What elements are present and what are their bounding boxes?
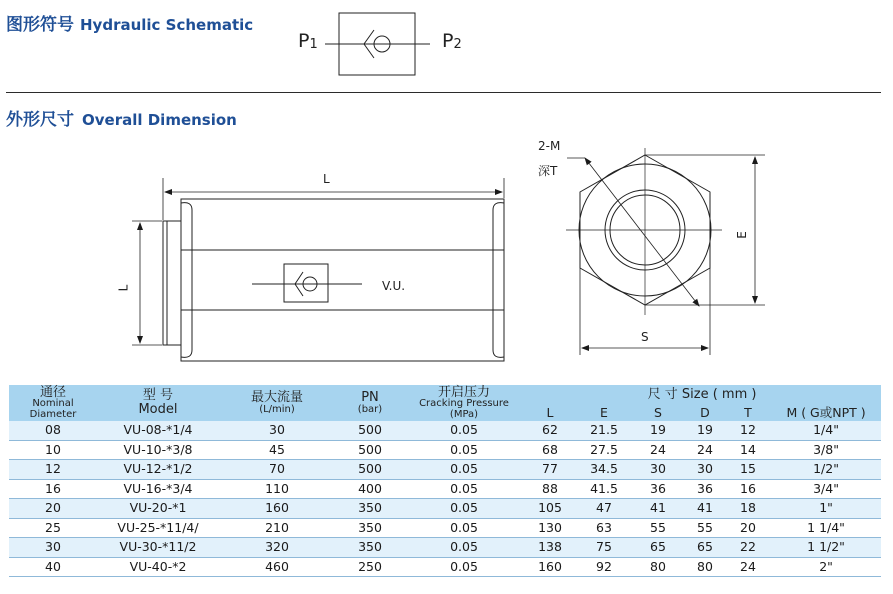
schematic-heading-zh: 图形符号 <box>6 15 74 35</box>
cell-model: VU-40-*2 <box>97 557 219 577</box>
table-row <box>9 499 881 519</box>
side-view <box>132 178 504 361</box>
cell-m: 2" <box>771 557 881 577</box>
cell-pn: 350 <box>335 518 405 538</box>
cell-pn: 350 <box>335 538 405 558</box>
cell-m: 1 1/4" <box>771 518 881 538</box>
cell-crack: 0.05 <box>405 479 523 499</box>
header-D: D <box>685 405 725 421</box>
cell-e: 75 <box>577 538 631 558</box>
cell-nominal: 30 <box>9 538 97 558</box>
dimension-heading-zh: 外形尺寸 <box>6 110 74 130</box>
cell-t: 20 <box>725 518 771 538</box>
port-p1-sub: 1 <box>309 37 318 52</box>
end-view <box>566 148 765 355</box>
cell-e: 47 <box>577 499 631 519</box>
cell-e: 92 <box>577 557 631 577</box>
schematic-symbol <box>325 13 430 75</box>
header-flow <box>219 385 335 421</box>
table-row <box>9 479 881 499</box>
header-model-zh: 型 号 <box>142 388 174 404</box>
cell-crack: 0.05 <box>405 440 523 460</box>
cell-e: 21.5 <box>577 421 631 440</box>
header-crack <box>405 385 523 421</box>
valve-label: V.U. <box>382 279 406 293</box>
header-nominal <box>9 385 97 421</box>
port-p2-sub: 2 <box>453 37 462 52</box>
cell-model: VU-16-*3/4 <box>97 479 219 499</box>
height-dim-label: L <box>116 284 131 292</box>
cell-s: 55 <box>631 518 685 538</box>
cell-crack: 0.05 <box>405 421 523 440</box>
valve-body <box>181 199 504 361</box>
cell-t: 14 <box>725 440 771 460</box>
cell-t: 12 <box>725 421 771 440</box>
header-T: T <box>725 405 771 421</box>
cell-s: 24 <box>631 440 685 460</box>
header-size-group: 尺 寸 Size ( mm ) <box>523 385 881 405</box>
table-row <box>9 518 881 538</box>
cell-d: 24 <box>685 440 725 460</box>
cell-nominal: 08 <box>9 421 97 440</box>
header-flow-unit: (L/min) <box>259 403 295 415</box>
cell-l: 138 <box>523 538 577 558</box>
cell-t: 18 <box>725 499 771 519</box>
header-model <box>97 385 219 421</box>
cell-pn: 500 <box>335 421 405 440</box>
port-p1-letter: P <box>298 30 310 52</box>
cell-d: 55 <box>685 518 725 538</box>
header-L: L <box>523 405 577 421</box>
cell-pn: 400 <box>335 479 405 499</box>
cell-model: VU-12-*1/2 <box>97 460 219 480</box>
cell-crack: 0.05 <box>405 460 523 480</box>
table-row <box>9 440 881 460</box>
thread-label: 2-M <box>538 139 561 153</box>
cell-e: 34.5 <box>577 460 631 480</box>
schematic-heading-en: Hydraulic Schematic <box>80 16 254 34</box>
cell-flow: 110 <box>219 479 335 499</box>
cell-nominal: 10 <box>9 440 97 460</box>
spec-table-body <box>9 421 881 577</box>
cell-l: 62 <box>523 421 577 440</box>
cell-l: 88 <box>523 479 577 499</box>
cell-t: 24 <box>725 557 771 577</box>
port-p2-letter: P <box>442 30 454 52</box>
cell-t: 16 <box>725 479 771 499</box>
depth-label: 深T <box>538 164 558 178</box>
cell-s: 19 <box>631 421 685 440</box>
header-nominal-zh: 通径 <box>39 384 66 400</box>
cell-flow: 70 <box>219 460 335 480</box>
cell-e: 63 <box>577 518 631 538</box>
cell-flow: 30 <box>219 421 335 440</box>
header-model-en: Model <box>138 402 178 417</box>
cell-m: 1 1/2" <box>771 538 881 558</box>
cell-s: 80 <box>631 557 685 577</box>
corner-dim-label: E <box>734 231 749 239</box>
cell-d: 36 <box>685 479 725 499</box>
cell-crack: 0.05 <box>405 557 523 577</box>
cell-flow: 45 <box>219 440 335 460</box>
cell-s: 41 <box>631 499 685 519</box>
header-E: E <box>577 405 631 421</box>
cell-d: 30 <box>685 460 725 480</box>
cell-nominal: 12 <box>9 460 97 480</box>
cell-m: 1/4" <box>771 421 881 440</box>
header-pn-label: PN <box>361 389 379 405</box>
cell-model: VU-20-*1 <box>97 499 219 519</box>
body-end-bevel <box>181 203 192 358</box>
cell-nominal: 25 <box>9 518 97 538</box>
cell-m: 1" <box>771 499 881 519</box>
cell-s: 65 <box>631 538 685 558</box>
header-crack-unit: (MPa) <box>449 408 479 420</box>
cell-flow: 320 <box>219 538 335 558</box>
cell-m: 3/8" <box>771 440 881 460</box>
cell-nominal: 16 <box>9 479 97 499</box>
cell-m: 1/2" <box>771 460 881 480</box>
header-pn-unit: (bar) <box>357 403 383 415</box>
cell-pn: 500 <box>335 460 405 480</box>
cell-l: 130 <box>523 518 577 538</box>
cell-m: 3/4" <box>771 479 881 499</box>
cell-flow: 210 <box>219 518 335 538</box>
port-p1-label <box>298 30 318 52</box>
cell-flow: 460 <box>219 557 335 577</box>
header-nominal-en1: Nominal <box>32 398 74 410</box>
cell-s: 30 <box>631 460 685 480</box>
cell-pn: 250 <box>335 557 405 577</box>
cell-flow: 160 <box>219 499 335 519</box>
dimension-heading-en: Overall Dimension <box>82 111 237 129</box>
cell-d: 65 <box>685 538 725 558</box>
cell-model: VU-10-*3/8 <box>97 440 219 460</box>
side-symbol-box <box>284 264 328 302</box>
header-M: M ( G或NPT ) <box>771 405 881 421</box>
cell-l: 160 <box>523 557 577 577</box>
cell-model: VU-25-*11/4/ <box>97 518 219 538</box>
table-row <box>9 460 881 480</box>
cell-s: 36 <box>631 479 685 499</box>
spec-table <box>9 385 881 577</box>
cell-d: 41 <box>685 499 725 519</box>
cell-d: 19 <box>685 421 725 440</box>
cell-l: 105 <box>523 499 577 519</box>
cell-nominal: 20 <box>9 499 97 519</box>
cell-crack: 0.05 <box>405 499 523 519</box>
cell-crack: 0.05 <box>405 538 523 558</box>
cell-t: 22 <box>725 538 771 558</box>
header-flow-zh: 最大流量 <box>250 389 303 405</box>
table-row <box>9 538 881 558</box>
valve-port-shoulder <box>163 221 181 345</box>
header-crack-zh: 开启压力 <box>437 384 490 400</box>
header-pn <box>335 385 405 421</box>
cell-e: 27.5 <box>577 440 631 460</box>
header-S: S <box>631 405 685 421</box>
table-row <box>9 557 881 577</box>
header-nominal-en2: Diameter <box>29 408 77 420</box>
cell-model: VU-30-*11/2 <box>97 538 219 558</box>
cell-pn: 350 <box>335 499 405 519</box>
length-dim-label: L <box>323 172 330 186</box>
cell-t: 15 <box>725 460 771 480</box>
cell-crack: 0.05 <box>405 518 523 538</box>
cell-model: VU-08-*1/4 <box>97 421 219 440</box>
table-row <box>9 421 881 440</box>
port-p2-label <box>442 30 462 52</box>
header-crack-en: Cracking Pressure <box>419 398 509 410</box>
cell-nominal: 40 <box>9 557 97 577</box>
cell-l: 68 <box>523 440 577 460</box>
cell-e: 41.5 <box>577 479 631 499</box>
cell-pn: 500 <box>335 440 405 460</box>
cell-d: 80 <box>685 557 725 577</box>
body-end-bevel-right <box>493 203 504 358</box>
cell-l: 77 <box>523 460 577 480</box>
flat-dim-label: S <box>641 330 649 344</box>
